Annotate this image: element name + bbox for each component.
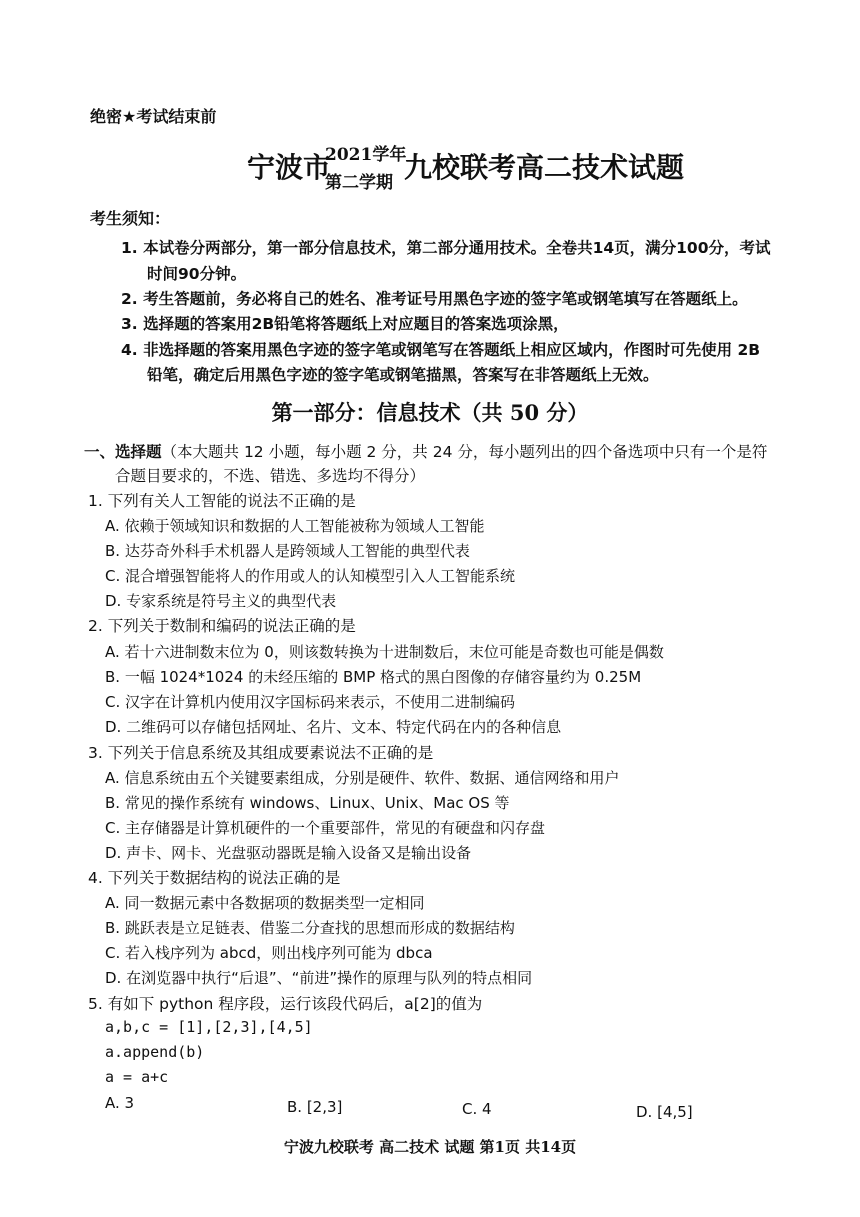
question-5-stem: 5. 有如下 python 程序段，运行该段代码后，a[2]的值为 xyxy=(88,995,483,1013)
part-one-title: 第一部分：信息技术（共 50 分） xyxy=(271,400,589,425)
question-2-option-a: A. 若十六进制数末位为 0，则该数转换为十进制数后，末位可能是奇数也可能是偶数 xyxy=(105,643,664,661)
question-2-option-b: B. 一幅 1024*1024 的未经压缩的 BMP 格式的黑白图像的存储容量约为 0.25M xyxy=(105,668,642,686)
question-5-option-b: B. [2,3] xyxy=(287,1098,343,1116)
section-heading xyxy=(84,440,767,462)
question-5-code-line-3: a = a+c xyxy=(105,1068,169,1086)
question-3-option-c: C. 主存储器是计算机硬件的一个重要部件，常见的有硬盘和闪存盘 xyxy=(105,819,546,837)
question-5-option-d: D. [4,5] xyxy=(636,1103,693,1121)
question-1-stem: 1. 下列有关人工智能的说法不正确的是 xyxy=(88,492,356,510)
question-5-code-line-2: a.append(b) xyxy=(105,1043,205,1061)
section-desc-2: 合题目要求的，不选、错选、多选均不得分） xyxy=(115,467,426,485)
question-4-option-a: A. 同一数据元素中各数据项的数据类型一定相同 xyxy=(105,894,425,912)
question-2-option-c: C. 汉字在计算机内使用汉字国标码来表示，不使用二进制编码 xyxy=(105,693,516,711)
question-5-code-line-1: a,b,c = [1],[2,3],[4,5] xyxy=(105,1018,313,1036)
notice-item-2: 2. 考生答题前，务必将自己的姓名、准考证号用黑色字迹的签字笔或钢笔填写在答题纸上。 xyxy=(121,290,748,308)
title-city: 宁波市 xyxy=(247,151,332,184)
notice-item-4-cont: 铅笔，确定后用黑色字迹的签字笔或钢笔描黑，答案写在非答题纸上无效。 xyxy=(147,366,659,384)
question-4-option-b: B. 跳跃表是立足链表、借鉴二分查找的思想而形成的数据结构 xyxy=(105,919,515,937)
notice-item-3: 3. 选择题的答案用2B铅笔将答题纸上对应题目的答案选项涂黑， xyxy=(121,315,569,333)
question-5-option-c: C. 4 xyxy=(462,1100,492,1118)
title-year: 2021学年 xyxy=(325,145,407,165)
question-1-option-b: B. 达芬奇外科手术机器人是跨领域人工智能的典型代表 xyxy=(105,542,470,560)
section-desc-1: （本大题共 12 小题，每小题 2 分，共 24 分，每小题列出的四个备选项中只有一个是符 xyxy=(161,443,768,461)
question-4-option-d: D. 在浏览器中执行“后退”、“前进”操作的原理与队列的特点相同 xyxy=(105,969,533,987)
question-5-option-a: A. 3 xyxy=(105,1094,135,1112)
question-2-option-d: D. 二维码可以存储包括网址、名片、文本、特定代码在内的各种信息 xyxy=(105,718,562,736)
question-3-option-a: A. 信息系统由五个关键要素组成，分别是硬件、软件、数据、通信网络和用户 xyxy=(105,769,620,787)
title-term: 第二学期 xyxy=(325,173,393,193)
confidential-mark: 绝密★考试结束前 xyxy=(90,107,217,126)
notice-item-1: 1. 本试卷分两部分，第一部分信息技术，第二部分通用技术。全卷共14页，满分100分，考试 xyxy=(121,239,771,257)
notice-item-1-cont: 时间90分钟。 xyxy=(147,265,247,283)
question-4-stem: 4. 下列关于数据结构的说法正确的是 xyxy=(88,869,341,887)
question-1-option-c: C. 混合增强智能将人的作用或人的认知模型引入人工智能系统 xyxy=(105,567,516,585)
question-1-option-a: A. 依赖于领域知识和数据的人工智能被称为领域人工智能 xyxy=(105,517,485,535)
question-3-stem: 3. 下列关于信息系统及其组成要素说法不正确的是 xyxy=(88,744,434,762)
page-footer: 宁波九校联考 高二技术 试题 第1页 共14页 xyxy=(283,1138,577,1156)
notice-item-4: 4. 非选择题的答案用黑色字迹的签字笔或钢笔写在答题纸上相应区域内，作图时可先使用 2B xyxy=(121,341,761,359)
question-4-option-c: C. 若入栈序列为 abcd，则出栈序列可能为 dbca xyxy=(105,944,433,962)
question-3-option-d: D. 声卡、网卡、光盘驱动器既是输入设备又是输出设备 xyxy=(105,844,472,862)
section-label: 一、选择题 xyxy=(84,443,162,461)
notice-heading: 考生须知： xyxy=(90,209,171,228)
title-main: 九校联考高二技术试题 xyxy=(404,151,685,184)
question-1-option-d: D. 专家系统是符号主义的典型代表 xyxy=(105,592,337,610)
question-2-stem: 2. 下列关于数制和编码的说法正确的是 xyxy=(88,617,356,635)
question-3-option-b: B. 常见的操作系统有 windows、Linux、Unix、Mac OS 等 xyxy=(105,794,510,812)
